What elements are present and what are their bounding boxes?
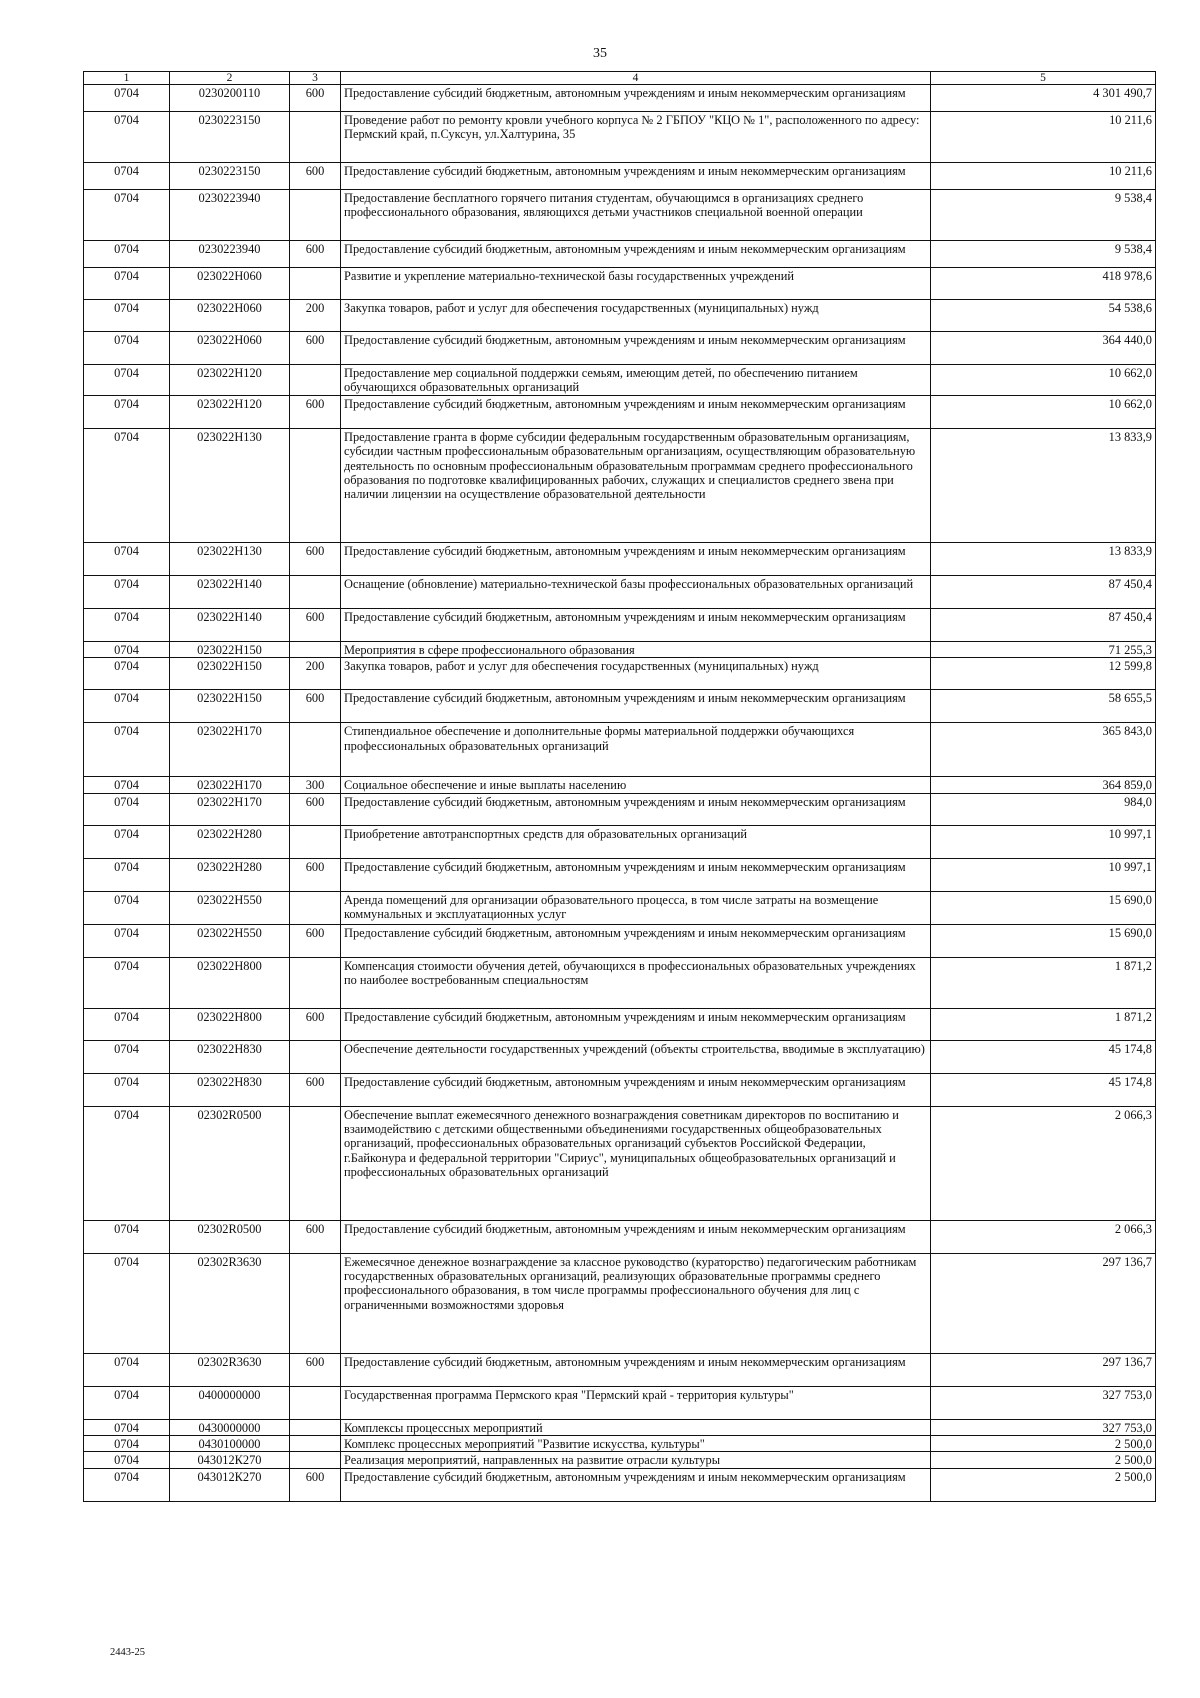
row-section: 0704 — [84, 190, 170, 241]
row-name: Закупка товаров, работ и услуг для обеспечения государственных (муниципальных) нужд — [341, 300, 931, 332]
table-row — [84, 332, 1156, 365]
row-name: Предоставление субсидий бюджетным, автономным учреждениям и иным некоммерческим организациям — [341, 924, 931, 957]
row-expense-type — [290, 723, 341, 777]
row-article: 02302R0500 — [170, 1220, 290, 1253]
row-name: Ежемесячное денежное вознаграждение за классное руководство (кураторство) педагогическим работникам государственных образовательных организаций, реализующих образовательные программы среднего профессионального образования, в том числе программы профессионального обучения для лиц с ограниченными возможностями здоровья — [341, 1253, 931, 1353]
row-section: 0704 — [84, 825, 170, 858]
row-amount: 15 690,0 — [931, 891, 1156, 924]
row-article: 0430100000 — [170, 1436, 290, 1452]
table-row — [84, 690, 1156, 723]
row-article: 02302R3630 — [170, 1253, 290, 1353]
row-name: Комплексы процессных мероприятий — [341, 1419, 931, 1435]
row-section: 0704 — [84, 1353, 170, 1386]
column-number-4: 4 — [341, 72, 931, 85]
row-expense-type — [290, 825, 341, 858]
row-expense-type — [290, 1386, 341, 1419]
row-section: 0704 — [84, 241, 170, 268]
row-amount: 2 500,0 — [931, 1436, 1156, 1452]
row-name: Предоставление субсидий бюджетным, автономным учреждениям и иным некоммерческим организациям — [341, 1220, 931, 1253]
row-amount: 364 859,0 — [931, 777, 1156, 793]
row-article: 023022Н830 — [170, 1040, 290, 1073]
table-row — [84, 608, 1156, 641]
column-number-1: 1 — [84, 72, 170, 85]
row-expense-type: 600 — [290, 85, 341, 112]
row-expense-type — [290, 891, 341, 924]
row-expense-type: 600 — [290, 542, 341, 575]
column-number-5: 5 — [931, 72, 1156, 85]
table-row — [84, 858, 1156, 891]
row-section: 0704 — [84, 608, 170, 641]
row-name: Предоставление субсидий бюджетным, автономным учреждениям и иным некоммерческим организациям — [341, 395, 931, 428]
row-name: Предоставление субсидий бюджетным, автономным учреждениям и иным некоммерческим организациям — [341, 241, 931, 268]
row-section: 0704 — [84, 112, 170, 163]
row-amount: 10 211,6 — [931, 112, 1156, 163]
column-number-row — [84, 72, 1156, 85]
row-amount: 13 833,9 — [931, 428, 1156, 542]
row-section: 0704 — [84, 1073, 170, 1106]
row-expense-type: 600 — [290, 1220, 341, 1253]
row-expense-type: 600 — [290, 1073, 341, 1106]
row-section: 0704 — [84, 1220, 170, 1253]
row-amount: 418 978,6 — [931, 268, 1156, 300]
table-row — [84, 542, 1156, 575]
row-name: Предоставление бесплатного горячего питания студентам, обучающимся в организациях среднего профессионального образования, являющихся детьми участников специальной военной операции — [341, 190, 931, 241]
row-section: 0704 — [84, 1008, 170, 1040]
budget-table-body — [84, 72, 1156, 1502]
table-row — [84, 658, 1156, 690]
table-row — [84, 1220, 1156, 1253]
row-article: 023022Н150 — [170, 641, 290, 657]
row-amount: 2 066,3 — [931, 1220, 1156, 1253]
row-article: 023022Н150 — [170, 690, 290, 723]
row-article: 023022Н170 — [170, 793, 290, 825]
row-name: Комплекс процессных мероприятий "Развитие искусства, культуры" — [341, 1436, 931, 1452]
row-article: 0230223940 — [170, 241, 290, 268]
row-name: Предоставление субсидий бюджетным, автономным учреждениям и иным некоммерческим организациям — [341, 690, 931, 723]
row-name: Предоставление мер социальной поддержки семьям, имеющим детей, по обеспечению питанием обучающихся образовательных организаций — [341, 365, 931, 396]
row-expense-type — [290, 112, 341, 163]
row-amount: 58 655,5 — [931, 690, 1156, 723]
table-row — [84, 85, 1156, 112]
row-section: 0704 — [84, 163, 170, 190]
table-row — [84, 1386, 1156, 1419]
row-amount: 10 997,1 — [931, 858, 1156, 891]
table-row — [84, 957, 1156, 1008]
row-article: 023022Н800 — [170, 957, 290, 1008]
row-amount: 10 997,1 — [931, 825, 1156, 858]
table-row — [84, 777, 1156, 793]
row-section: 0704 — [84, 957, 170, 1008]
row-expense-type — [290, 957, 341, 1008]
row-section: 0704 — [84, 300, 170, 332]
table-row — [84, 1008, 1156, 1040]
row-amount: 10 211,6 — [931, 163, 1156, 190]
row-article: 023022Н150 — [170, 658, 290, 690]
row-name: Предоставление субсидий бюджетным, автономным учреждениям и иным некоммерческим организациям — [341, 1073, 931, 1106]
table-row — [84, 891, 1156, 924]
row-amount: 984,0 — [931, 793, 1156, 825]
row-section: 0704 — [84, 1468, 170, 1501]
row-expense-type: 600 — [290, 395, 341, 428]
row-section: 0704 — [84, 365, 170, 396]
table-row — [84, 924, 1156, 957]
table-row — [84, 365, 1156, 396]
row-amount: 2 500,0 — [931, 1452, 1156, 1468]
table-row — [84, 428, 1156, 542]
table-row — [84, 241, 1156, 268]
row-article: 023022Н280 — [170, 858, 290, 891]
row-expense-type — [290, 365, 341, 396]
row-name: Мероприятия в сфере профессионального образования — [341, 641, 931, 657]
document-code: 2443-25 — [110, 1647, 145, 1658]
row-article: 023022Н170 — [170, 723, 290, 777]
row-article: 023022Н130 — [170, 428, 290, 542]
row-expense-type: 600 — [290, 608, 341, 641]
row-amount: 71 255,3 — [931, 641, 1156, 657]
row-name: Предоставление субсидий бюджетным, автономным учреждениям и иным некоммерческим организациям — [341, 1468, 931, 1501]
row-amount: 45 174,8 — [931, 1040, 1156, 1073]
table-row — [84, 825, 1156, 858]
row-name: Предоставление субсидий бюджетным, автономным учреждениям и иным некоммерческим организациям — [341, 332, 931, 365]
row-name: Предоставление субсидий бюджетным, автономным учреждениям и иным некоммерческим организациям — [341, 793, 931, 825]
row-amount: 1 871,2 — [931, 1008, 1156, 1040]
row-expense-type: 600 — [290, 793, 341, 825]
row-article: 02302R0500 — [170, 1106, 290, 1220]
row-section: 0704 — [84, 658, 170, 690]
row-article: 043012К270 — [170, 1452, 290, 1468]
row-article: 023022Н550 — [170, 924, 290, 957]
row-expense-type — [290, 1253, 341, 1353]
row-section: 0704 — [84, 575, 170, 608]
row-article: 023022Н550 — [170, 891, 290, 924]
row-name: Предоставление субсидий бюджетным, автономным учреждениям и иным некоммерческим организациям — [341, 1008, 931, 1040]
row-amount: 87 450,4 — [931, 608, 1156, 641]
page-number: 35 — [593, 46, 607, 61]
row-amount: 54 538,6 — [931, 300, 1156, 332]
table-row — [84, 190, 1156, 241]
row-expense-type: 200 — [290, 658, 341, 690]
row-article: 0400000000 — [170, 1386, 290, 1419]
table-row — [84, 723, 1156, 777]
row-article: 023022Н800 — [170, 1008, 290, 1040]
row-expense-type — [290, 1419, 341, 1435]
row-name: Обеспечение деятельности государственных учреждений (объекты строительства, вводимые в эксплуатацию) — [341, 1040, 931, 1073]
row-section: 0704 — [84, 723, 170, 777]
row-expense-type: 600 — [290, 1008, 341, 1040]
row-section: 0704 — [84, 1386, 170, 1419]
row-amount: 87 450,4 — [931, 575, 1156, 608]
row-article: 023022Н060 — [170, 268, 290, 300]
row-article: 023022Н060 — [170, 332, 290, 365]
row-expense-type: 600 — [290, 332, 341, 365]
row-name: Оснащение (обновление) материально-технической базы профессиональных образовательных организаций — [341, 575, 931, 608]
row-article: 023022Н120 — [170, 395, 290, 428]
row-article: 023022Н830 — [170, 1073, 290, 1106]
row-name: Аренда помещений для организации образовательного процесса, в том числе затраты на возмещение коммунальных и эксплуатационных услуг — [341, 891, 931, 924]
row-article: 0230223150 — [170, 112, 290, 163]
row-name: Предоставление субсидий бюджетным, автономным учреждениям и иным некоммерческим организациям — [341, 85, 931, 112]
row-amount: 2 500,0 — [931, 1468, 1156, 1501]
row-name: Предоставление субсидий бюджетным, автономным учреждениям и иным некоммерческим организациям — [341, 163, 931, 190]
row-section: 0704 — [84, 1253, 170, 1353]
row-expense-type — [290, 641, 341, 657]
row-name: Предоставление субсидий бюджетным, автономным учреждениям и иным некоммерческим организациям — [341, 542, 931, 575]
row-article: 0430000000 — [170, 1419, 290, 1435]
row-name: Предоставление субсидий бюджетным, автономным учреждениям и иным некоммерческим организациям — [341, 1353, 931, 1386]
row-name: Приобретение автотранспортных средств для образовательных организаций — [341, 825, 931, 858]
row-section: 0704 — [84, 1040, 170, 1073]
row-expense-type: 600 — [290, 1468, 341, 1501]
row-expense-type — [290, 428, 341, 542]
row-section: 0704 — [84, 690, 170, 723]
table-row — [84, 395, 1156, 428]
row-section: 0704 — [84, 428, 170, 542]
row-name: Государственная программа Пермского края "Пермский край - территория культуры" — [341, 1386, 931, 1419]
row-article: 0230223150 — [170, 163, 290, 190]
column-number-3: 3 — [290, 72, 341, 85]
row-name: Предоставление субсидий бюджетным, автономным учреждениям и иным некоммерческим организациям — [341, 858, 931, 891]
row-article: 0230223940 — [170, 190, 290, 241]
row-amount: 2 066,3 — [931, 1106, 1156, 1220]
row-article: 023022Н140 — [170, 575, 290, 608]
table-row — [84, 1073, 1156, 1106]
row-article: 043012К270 — [170, 1468, 290, 1501]
row-section: 0704 — [84, 332, 170, 365]
row-section: 0704 — [84, 85, 170, 112]
row-section: 0704 — [84, 924, 170, 957]
table-row — [84, 1436, 1156, 1452]
row-expense-type — [290, 1040, 341, 1073]
row-article: 023022Н120 — [170, 365, 290, 396]
table-row — [84, 1452, 1156, 1468]
row-expense-type: 600 — [290, 1353, 341, 1386]
table-row — [84, 300, 1156, 332]
row-amount: 13 833,9 — [931, 542, 1156, 575]
row-article: 023022Н060 — [170, 300, 290, 332]
row-expense-type: 600 — [290, 858, 341, 891]
row-section: 0704 — [84, 542, 170, 575]
row-name: Обеспечение выплат ежемесячного денежного вознаграждения советникам директоров по воспитанию и взаимодействию с детскими общественными объединениями государственных общеобразовательных организаций, профессиональных образовательных организаций субъектов Российской Федерации, г.Байконура и федеральной территории "Сириус", муниципальных общеобразовательных организаций и профессиональных образовательных организаций — [341, 1106, 931, 1220]
row-expense-type: 200 — [290, 300, 341, 332]
row-section: 0704 — [84, 1436, 170, 1452]
row-amount: 4 301 490,7 — [931, 85, 1156, 112]
row-expense-type — [290, 1106, 341, 1220]
row-expense-type: 600 — [290, 163, 341, 190]
row-expense-type — [290, 575, 341, 608]
row-name: Предоставление гранта в форме субсидии федеральным государственным образовательным организациям, субсидии частным профессиональным образовательным организациям, осуществляющим образовательную деятельность по основным профессиональным образовательным программам среднего профессионального образования по подготовке квалифицированных рабочих, служащих и специалистов среднего звена при наличии лицензии на осуществление образовательной деятельности — [341, 428, 931, 542]
row-amount: 327 753,0 — [931, 1386, 1156, 1419]
row-expense-type: 600 — [290, 241, 341, 268]
budget-table — [83, 71, 1156, 1502]
row-section: 0704 — [84, 1419, 170, 1435]
row-amount: 9 538,4 — [931, 241, 1156, 268]
row-name: Предоставление субсидий бюджетным, автономным учреждениям и иным некоммерческим организациям — [341, 608, 931, 641]
row-name: Стипендиальное обеспечение и дополнительные формы материальной поддержки обучающихся профессиональных образовательных организаций — [341, 723, 931, 777]
row-amount: 1 871,2 — [931, 957, 1156, 1008]
row-section: 0704 — [84, 777, 170, 793]
row-name: Развитие и укрепление материально-технической базы государственных учреждений — [341, 268, 931, 300]
table-row — [84, 793, 1156, 825]
row-article: 023022Н140 — [170, 608, 290, 641]
table-row — [84, 268, 1156, 300]
table-row — [84, 1419, 1156, 1435]
row-expense-type — [290, 268, 341, 300]
row-amount: 297 136,7 — [931, 1353, 1156, 1386]
table-row — [84, 1353, 1156, 1386]
row-section: 0704 — [84, 793, 170, 825]
table-row — [84, 1468, 1156, 1501]
row-amount: 45 174,8 — [931, 1073, 1156, 1106]
row-section: 0704 — [84, 395, 170, 428]
row-amount: 327 753,0 — [931, 1419, 1156, 1435]
table-row — [84, 575, 1156, 608]
row-expense-type — [290, 1436, 341, 1452]
row-amount: 15 690,0 — [931, 924, 1156, 957]
row-name: Компенсация стоимости обучения детей, обучающихся в профессиональных образовательных учреждениях по наиболее востребованным специальностям — [341, 957, 931, 1008]
table-row — [84, 641, 1156, 657]
row-amount: 297 136,7 — [931, 1253, 1156, 1353]
row-section: 0704 — [84, 891, 170, 924]
row-name: Закупка товаров, работ и услуг для обеспечения государственных (муниципальных) нужд — [341, 658, 931, 690]
table-row — [84, 163, 1156, 190]
row-expense-type — [290, 1452, 341, 1468]
row-article: 023022Н170 — [170, 777, 290, 793]
table-row — [84, 112, 1156, 163]
row-amount: 10 662,0 — [931, 365, 1156, 396]
row-section: 0704 — [84, 641, 170, 657]
row-expense-type — [290, 190, 341, 241]
row-amount: 10 662,0 — [931, 395, 1156, 428]
row-article: 023022Н130 — [170, 542, 290, 575]
row-expense-type: 300 — [290, 777, 341, 793]
table-row — [84, 1106, 1156, 1220]
row-name: Проведение работ по ремонту кровли учебного корпуса № 2 ГБПОУ "КЦО № 1", расположенного по адресу: Пермский край, п.Суксун, ул.Халтурина, 35 — [341, 112, 931, 163]
row-expense-type: 600 — [290, 690, 341, 723]
row-name: Социальное обеспечение и иные выплаты населению — [341, 777, 931, 793]
row-section: 0704 — [84, 1452, 170, 1468]
row-amount: 9 538,4 — [931, 190, 1156, 241]
row-section: 0704 — [84, 858, 170, 891]
row-amount: 365 843,0 — [931, 723, 1156, 777]
table-row — [84, 1040, 1156, 1073]
row-name: Реализация мероприятий, направленных на развитие отрасли культуры — [341, 1452, 931, 1468]
row-amount: 12 599,8 — [931, 658, 1156, 690]
row-article: 023022Н280 — [170, 825, 290, 858]
table-row — [84, 1253, 1156, 1353]
row-expense-type: 600 — [290, 924, 341, 957]
column-number-2: 2 — [170, 72, 290, 85]
row-article: 02302R3630 — [170, 1353, 290, 1386]
row-section: 0704 — [84, 1106, 170, 1220]
row-section: 0704 — [84, 268, 170, 300]
row-amount: 364 440,0 — [931, 332, 1156, 365]
row-article: 0230200110 — [170, 85, 290, 112]
